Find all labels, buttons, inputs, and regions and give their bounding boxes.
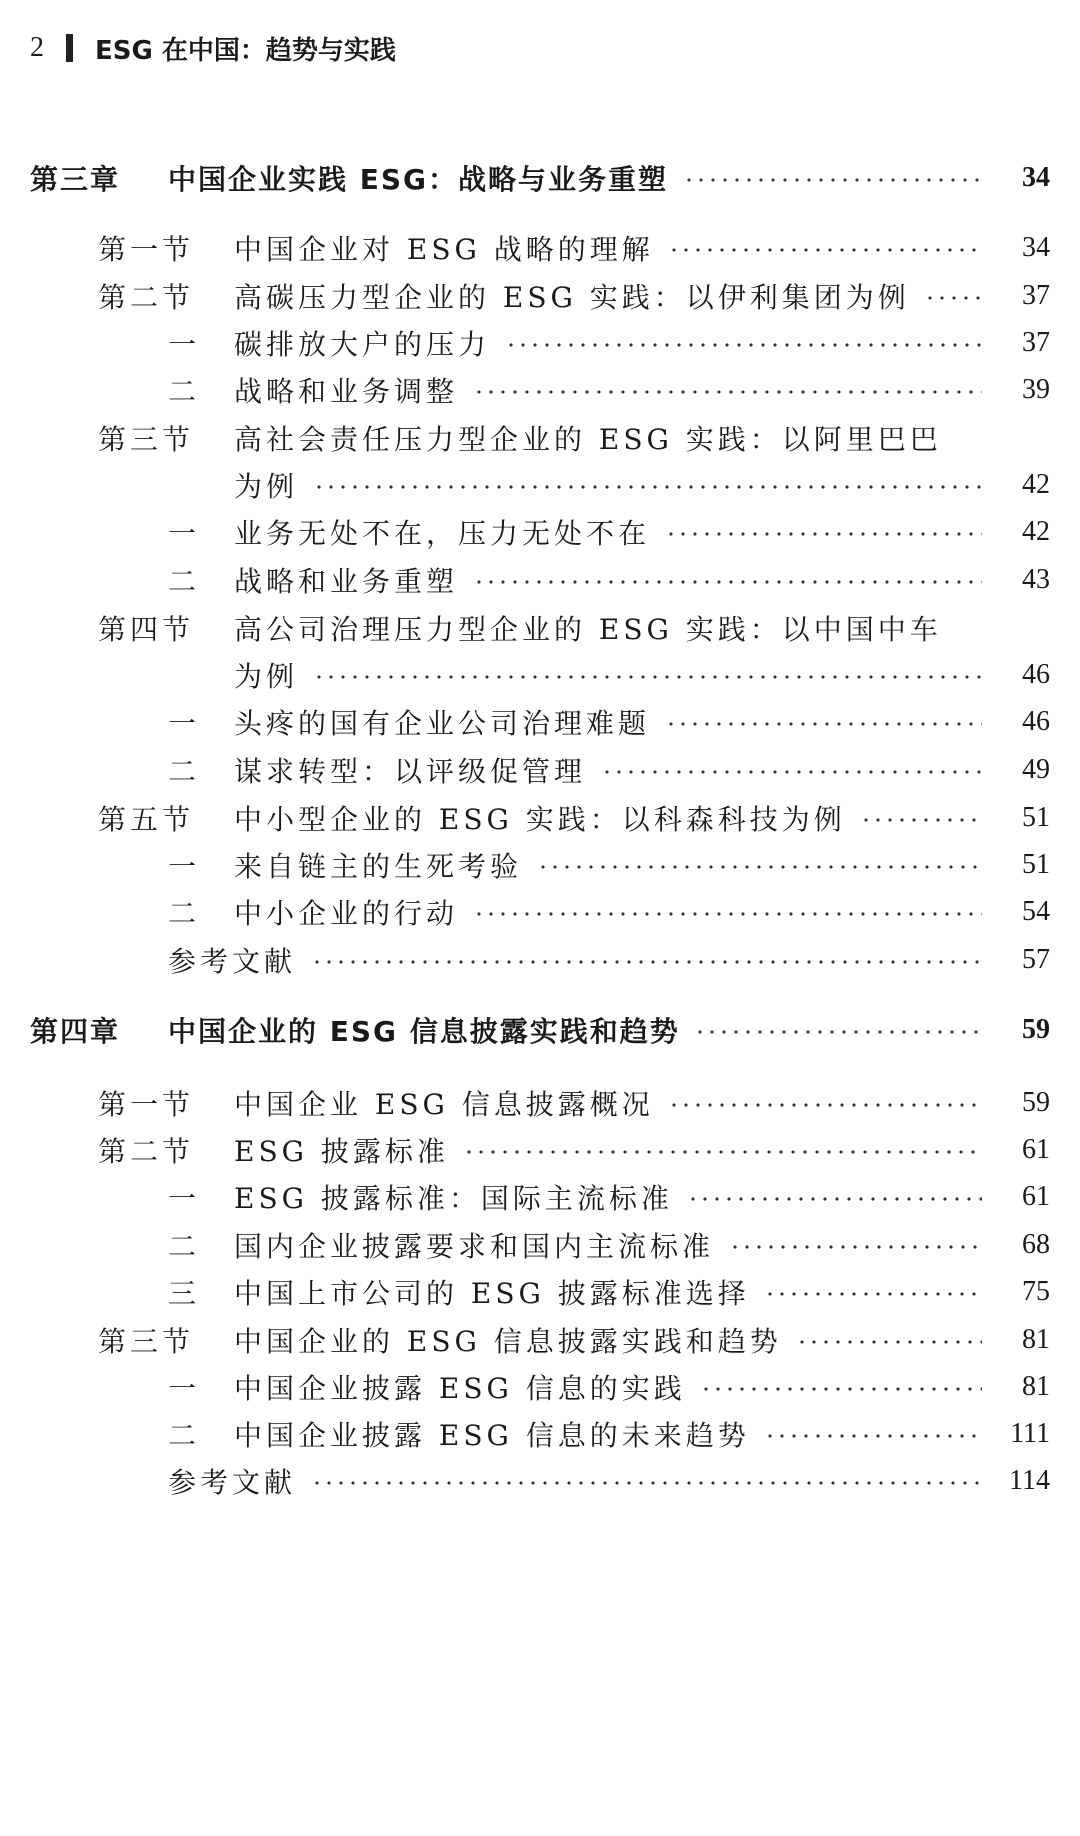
leader-dots (665, 532, 982, 536)
entry-page-number: 81 (1022, 1371, 1050, 1402)
entry-label: 参考文献 (168, 945, 297, 978)
subsection-entry (0, 700, 1080, 744)
chapter-entry (0, 1008, 1080, 1052)
entry-title: 高社会责任压力型企业的 ESG 实践：以阿里巴巴 (234, 423, 942, 456)
entry-title: 中国企业的 ESG 信息披露实践和趋势 (168, 1015, 680, 1048)
subsection-entry (0, 368, 1080, 412)
entry-page-number: 46 (1022, 659, 1050, 690)
leader-dots (729, 1245, 982, 1249)
entry-title: 中国企业披露 ESG 信息的实践 (234, 1372, 686, 1405)
section-entry (0, 226, 1080, 270)
entry-title: 中小企业的行动 (234, 897, 459, 930)
entry-page-number: 81 (1022, 1324, 1050, 1355)
entry-title: 中国上市公司的 ESG 披露标准选择 (234, 1277, 750, 1310)
entry-label: 二 (168, 897, 201, 930)
entry-page-number: 114 (1009, 1465, 1050, 1496)
entry-label: 第三节 (98, 423, 195, 456)
leader-dots (687, 1197, 982, 1201)
entry-page-number: 37 (1022, 280, 1050, 311)
leader-dots (668, 1103, 982, 1107)
entry-page-number: 51 (1022, 849, 1050, 880)
leader-dots (764, 1292, 982, 1296)
entry-page-number: 34 (1022, 232, 1050, 263)
section-entry (0, 274, 1080, 318)
entry-title: 国内企业披露要求和国内主流标准 (234, 1230, 715, 1263)
entry-label: 第三节 (98, 1325, 195, 1358)
chapter-entry (0, 156, 1080, 200)
subsection-entry (0, 1365, 1080, 1409)
entry-title: 中国企业披露 ESG 信息的未来趋势 (234, 1419, 750, 1452)
entry-page-number: 75 (1022, 1276, 1050, 1307)
subsection-entry (0, 1270, 1080, 1314)
entry-label: 二 (168, 565, 201, 598)
entry-continuation-line (0, 653, 1080, 697)
entry-label: 一 (168, 1372, 201, 1405)
subsection-entry (0, 510, 1080, 554)
section-entry (0, 796, 1080, 840)
leader-dots (463, 1150, 982, 1154)
subsection-entry (0, 1223, 1080, 1267)
entry-page-number: 42 (1022, 516, 1050, 547)
leader-dots (601, 770, 982, 774)
leader-dots (537, 865, 982, 869)
leader-dots (668, 248, 982, 252)
entry-title: 来自链主的生死考验 (234, 850, 523, 883)
header-book-title: ESG 在中国：趋势与实践 (95, 35, 396, 66)
entry-label: 第一节 (98, 233, 195, 266)
entry-page-number: 111 (1010, 1418, 1050, 1449)
entry-page-number: 46 (1022, 706, 1050, 737)
entry-title: 高公司治理压力型企业的 ESG 实践：以中国中车 (234, 613, 942, 646)
leader-dots (683, 178, 982, 182)
section-entry (0, 416, 1080, 460)
entry-title: 战略和业务调整 (234, 375, 459, 408)
entry-label: 第四节 (98, 613, 195, 646)
subsection-entry (0, 748, 1080, 792)
entry-page-number: 37 (1022, 327, 1050, 358)
entry-title-continuation: 为例 (234, 660, 299, 693)
section-entry (0, 1081, 1080, 1125)
entry-title: 高碳压力型企业的 ESG 实践：以伊利集团为例 (234, 281, 910, 314)
entry-label: 二 (168, 1419, 201, 1452)
entry-label: 三 (168, 1277, 201, 1310)
section-entry (0, 606, 1080, 650)
entry-page-number: 59 (1022, 1087, 1050, 1118)
entry-page-number: 68 (1022, 1229, 1050, 1260)
entry-label: 一 (168, 850, 201, 883)
entry-title-continuation: 为例 (234, 470, 299, 503)
leader-dots (700, 1387, 982, 1391)
entry-title: 中国企业的 ESG 信息披露实践和趋势 (234, 1325, 782, 1358)
subsection-entry (0, 1412, 1080, 1456)
leader-dots (313, 485, 982, 489)
entry-title: 业务无处不在，压力无处不在 (234, 517, 651, 550)
entry-title: 头疼的国有企业公司治理难题 (234, 707, 651, 740)
subsection-entry (0, 890, 1080, 934)
leader-dots (505, 343, 982, 347)
leader-dots (473, 912, 982, 916)
entry-label: 二 (168, 755, 201, 788)
references-entry (0, 938, 1080, 982)
entry-page-number: 49 (1022, 754, 1050, 785)
entry-page-number: 54 (1022, 896, 1050, 927)
entry-page-number: 43 (1022, 564, 1050, 595)
entry-label: 二 (168, 375, 201, 408)
entry-title: ESG 披露标准 (234, 1135, 449, 1168)
subsection-entry (0, 558, 1080, 602)
entry-label: 一 (168, 707, 201, 740)
entry-page-number: 39 (1022, 374, 1050, 405)
entry-label: 第一节 (98, 1088, 195, 1121)
entry-page-number: 51 (1022, 802, 1050, 833)
entry-page-number: 57 (1022, 944, 1050, 975)
entry-label: 一 (168, 1182, 201, 1215)
entry-label: 一 (168, 328, 201, 361)
entry-label: 参考文献 (168, 1466, 297, 1499)
entry-title: 碳排放大户的压力 (234, 328, 491, 361)
entry-title: ESG 披露标准：国际主流标准 (234, 1182, 673, 1215)
entry-page-number: 59 (1022, 1014, 1050, 1045)
entry-label: 二 (168, 1230, 201, 1263)
entry-label: 第五节 (98, 803, 195, 836)
header-page-number: 2 (30, 32, 44, 63)
leader-dots (764, 1434, 982, 1438)
entry-page-number: 42 (1022, 469, 1050, 500)
section-entry (0, 1318, 1080, 1362)
subsection-entry (0, 1175, 1080, 1219)
leader-dots (796, 1340, 982, 1344)
entry-label: 第三章 (30, 163, 121, 196)
entry-title: 谋求转型：以评级促管理 (234, 755, 587, 788)
entry-title: 中国企业对 ESG 战略的理解 (234, 233, 654, 266)
entry-continuation-line (0, 463, 1080, 507)
references-entry (0, 1459, 1080, 1503)
entry-page-number: 34 (1022, 162, 1050, 193)
subsection-entry (0, 843, 1080, 887)
leader-dots (473, 390, 982, 394)
entry-label: 一 (168, 517, 201, 550)
entry-label: 第二节 (98, 281, 195, 314)
entry-label: 第四章 (30, 1015, 121, 1048)
entry-title: 中国企业 ESG 信息披露概况 (234, 1088, 654, 1121)
leader-dots (311, 1481, 982, 1485)
section-entry (0, 1128, 1080, 1172)
entry-title: 中小型企业的 ESG 实践：以科森科技为例 (234, 803, 846, 836)
entry-page-number: 61 (1022, 1134, 1050, 1165)
entry-page-number: 61 (1022, 1181, 1050, 1212)
entry-label: 第二节 (98, 1135, 195, 1168)
entry-title: 中国企业实践 ESG：战略与业务重塑 (168, 163, 669, 196)
leader-dots (313, 675, 982, 679)
leader-dots (473, 580, 982, 584)
leader-dots (694, 1030, 982, 1034)
entry-title: 战略和业务重塑 (234, 565, 459, 598)
subsection-entry (0, 321, 1080, 365)
leader-dots (311, 960, 982, 964)
leader-dots (860, 818, 982, 822)
leader-dots (665, 722, 982, 726)
leader-dots (924, 296, 982, 300)
